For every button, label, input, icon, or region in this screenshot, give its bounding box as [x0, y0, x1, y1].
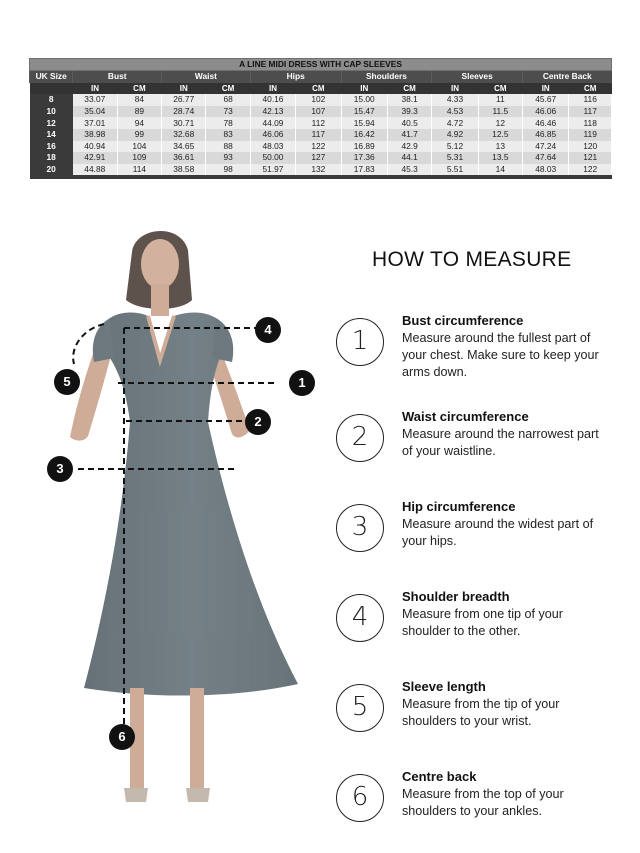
table-cell: 73: [206, 106, 250, 118]
table-cell: 42.9: [387, 141, 431, 153]
size-cell: 10: [30, 106, 73, 118]
step-description: Measure around the narrowest part of your waistline.: [402, 427, 599, 458]
group-header-hips: Hips: [250, 71, 341, 83]
size-table-body: [30, 94, 612, 175]
table-cell: 122: [569, 164, 612, 176]
table-cell: 116: [569, 94, 612, 106]
table-cell: 5.31: [432, 152, 478, 164]
neck-shape: [151, 284, 169, 316]
table-cell: 51.97: [250, 164, 295, 176]
table-cell: 40.5: [387, 117, 431, 129]
step-description: Measure from the top of your shoulders to your ankles.: [402, 787, 564, 818]
badge-3: 3: [47, 456, 73, 482]
table-cell: 44.1: [387, 152, 431, 164]
table-cell: 14: [478, 164, 522, 176]
table-cell: 38.98: [73, 129, 117, 141]
step-heading: Hip circumference: [402, 499, 516, 514]
table-cell: 30.71: [162, 117, 206, 129]
table-cell: 68: [206, 94, 250, 106]
group-header-shoulders: Shoulders: [341, 71, 432, 83]
unit-header-cm: CM: [387, 83, 431, 95]
table-cell: 11: [478, 94, 522, 106]
step-number: 5: [336, 684, 384, 732]
table-cell: 41.7: [387, 129, 431, 141]
table-cell: 46.85: [523, 129, 569, 141]
table-cell: 33.07: [73, 94, 117, 106]
table-cell: 48.03: [523, 164, 569, 176]
table-cell: 40.16: [250, 94, 295, 106]
table-cell: 121: [569, 152, 612, 164]
group-header-waist: Waist: [162, 71, 251, 83]
right-shoe-shape: [186, 788, 210, 802]
step-number: 3: [336, 504, 384, 552]
unit-header-blank: [30, 83, 73, 95]
size-cell: 14: [30, 129, 73, 141]
table-row: [30, 129, 612, 141]
table-cell: 119: [569, 129, 612, 141]
table-cell: 112: [296, 117, 341, 129]
model-illustration: [40, 222, 340, 822]
badge-2: 2: [245, 409, 271, 435]
unit-header-cm: CM: [117, 83, 161, 95]
table-row: [30, 164, 612, 176]
model-figure: [40, 222, 340, 822]
table-cell: 11.5: [478, 106, 522, 118]
table-cell: 15.47: [341, 106, 387, 118]
table-cell: 26.77: [162, 94, 206, 106]
table-cell: 118: [569, 117, 612, 129]
table-cell: 45.67: [523, 94, 569, 106]
table-cell: 17.36: [341, 152, 387, 164]
unit-header-in: IN: [73, 83, 117, 95]
unit-header-in: IN: [341, 83, 387, 95]
table-cell: 42.91: [73, 152, 117, 164]
unit-header-in: IN: [523, 83, 569, 95]
left-shoe-shape: [124, 788, 148, 802]
table-cell: 98: [206, 164, 250, 176]
table-cell: 15.94: [341, 117, 387, 129]
right-leg-shape: [190, 688, 204, 788]
table-cell: 37.01: [73, 117, 117, 129]
unit-header-in: IN: [432, 83, 478, 95]
unit-header-in: IN: [162, 83, 206, 95]
table-cell: 104: [117, 141, 161, 153]
group-header-bust: Bust: [73, 71, 162, 83]
size-cell: 12: [30, 117, 73, 129]
table-row: [30, 117, 612, 129]
table-cell: 4.92: [432, 129, 478, 141]
table-cell: 45.3: [387, 164, 431, 176]
dress-shape: [84, 313, 298, 696]
step-heading: Waist circumference: [402, 409, 529, 424]
step-heading: Bust circumference: [402, 313, 524, 328]
table-cell: 122: [296, 141, 341, 153]
table-cell: 132: [296, 164, 341, 176]
step-heading: Shoulder breadth: [402, 589, 510, 604]
table-cell: 28.74: [162, 106, 206, 118]
table-cell: 17.83: [341, 164, 387, 176]
table-cell: 46.06: [523, 106, 569, 118]
table-cell: 15.00: [341, 94, 387, 106]
table-cell: 109: [117, 152, 161, 164]
table-cell: 120: [569, 141, 612, 153]
unit-header-in: IN: [250, 83, 295, 95]
table-cell: 13: [478, 141, 522, 153]
table-cell: 39.3: [387, 106, 431, 118]
table-cell: 44.88: [73, 164, 117, 176]
table-cell: 40.94: [73, 141, 117, 153]
table-cell: 44.09: [250, 117, 295, 129]
unit-header-row: [30, 83, 612, 95]
table-cell: 117: [569, 106, 612, 118]
step-number: 6: [336, 774, 384, 822]
how-to-measure-title: HOW TO MEASURE: [372, 248, 572, 271]
table-cell: 12: [478, 117, 522, 129]
step-number: 4: [336, 594, 384, 642]
table-cell: 42.13: [250, 106, 295, 118]
step-description: Measure around the fullest part of your chest. Make sure to keep your arms down.: [402, 331, 599, 379]
table-cell: 12.5: [478, 129, 522, 141]
step-description: Measure around the widest part of your hips.: [402, 517, 594, 548]
table-row: [30, 141, 612, 153]
badge-4: 4: [255, 317, 281, 343]
table-cell: 114: [117, 164, 161, 176]
table-row: [30, 94, 612, 106]
step-heading: Centre back: [402, 769, 477, 784]
table-cell: 47.64: [523, 152, 569, 164]
face-shape: [141, 239, 179, 289]
table-cell: 32.68: [162, 129, 206, 141]
table-cell: 83: [206, 129, 250, 141]
table-cell: 4.33: [432, 94, 478, 106]
group-header-sleeves: Sleeves: [432, 71, 523, 83]
table-cell: 35.04: [73, 106, 117, 118]
table-cell: 102: [296, 94, 341, 106]
unit-header-cm: CM: [206, 83, 250, 95]
size-chart-table: [29, 58, 612, 179]
unit-header-cm: CM: [569, 83, 612, 95]
unit-header-cm: CM: [478, 83, 522, 95]
table-cell: 107: [296, 106, 341, 118]
table-cell: 88: [206, 141, 250, 153]
table-bottom-border: [30, 175, 612, 179]
table-cell: 34.65: [162, 141, 206, 153]
step-description: Measure from the tip of your shoulders to your wrist.: [402, 697, 560, 728]
table-cell: 46.46: [523, 117, 569, 129]
table-cell: 5.12: [432, 141, 478, 153]
table-cell: 13.5: [478, 152, 522, 164]
table-cell: 36.61: [162, 152, 206, 164]
table-cell: 46.06: [250, 129, 295, 141]
step-heading: Sleeve length: [402, 679, 486, 694]
table-row: [30, 152, 612, 164]
badge-1: 1: [289, 370, 315, 396]
table-cell: 94: [117, 117, 161, 129]
group-header-centre-back: Centre Back: [523, 71, 612, 83]
table-cell: 50.00: [250, 152, 295, 164]
table-cell: 127: [296, 152, 341, 164]
table-cell: 93: [206, 152, 250, 164]
table-cell: 48.03: [250, 141, 295, 153]
step-number: 1: [336, 318, 384, 366]
unit-header-cm: CM: [296, 83, 341, 95]
table-cell: 78: [206, 117, 250, 129]
table-cell: 84: [117, 94, 161, 106]
table-cell: 16.89: [341, 141, 387, 153]
table-cell: 4.53: [432, 106, 478, 118]
table-cell: 38.58: [162, 164, 206, 176]
step-description: Measure from one tip of your shoulder to the other.: [402, 607, 563, 638]
table-cell: 117: [296, 129, 341, 141]
size-cell: 8: [30, 94, 73, 106]
table-cell: 47.24: [523, 141, 569, 153]
table-cell: 5.51: [432, 164, 478, 176]
table-cell: 4.72: [432, 117, 478, 129]
step-number: 2: [336, 414, 384, 462]
size-cell: 18: [30, 152, 73, 164]
size-cell: 20: [30, 164, 73, 176]
table-cell: 38.1: [387, 94, 431, 106]
table-cell: 99: [117, 129, 161, 141]
size-header: UK Size: [30, 71, 73, 83]
badge-6: 6: [109, 724, 135, 750]
table-title: A LINE MIDI DRESS WITH CAP SLEEVES: [30, 59, 612, 71]
size-cell: 16: [30, 141, 73, 153]
badge-5: 5: [54, 369, 80, 395]
table-cell: 16.42: [341, 129, 387, 141]
table-row: [30, 106, 612, 118]
table-cell: 89: [117, 106, 161, 118]
